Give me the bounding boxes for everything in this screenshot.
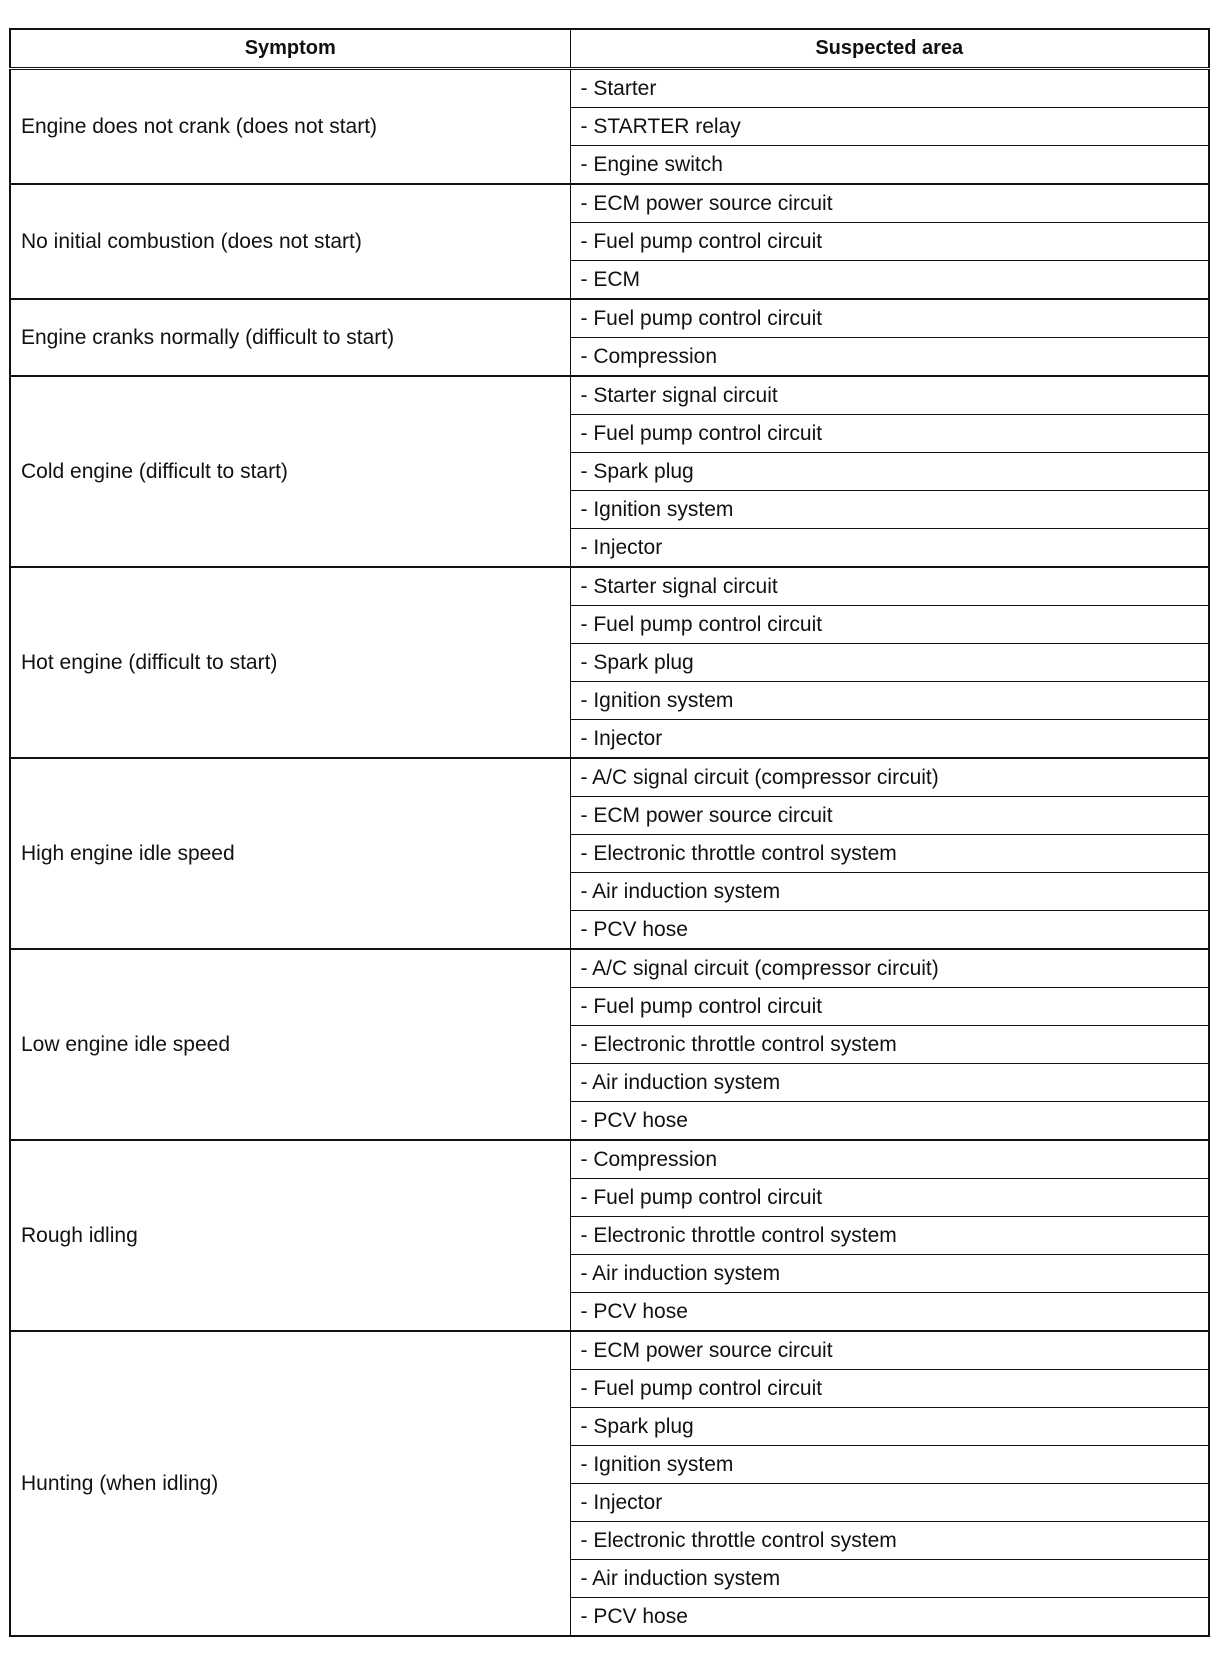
suspected-area-cell: - A/C signal circuit (compressor circuit) <box>570 949 1209 988</box>
symptom-cell: Cold engine (difficult to start) <box>10 376 570 567</box>
suspected-area-cell: - ECM power source circuit <box>570 797 1209 835</box>
suspected-area-cell: - ECM power source circuit <box>570 1331 1209 1370</box>
suspected-area-cell: - ECM power source circuit <box>570 184 1209 223</box>
header-symptom: Symptom <box>10 29 570 69</box>
table-row <box>10 184 1209 223</box>
suspected-area-cell: - A/C signal circuit (compressor circuit) <box>570 758 1209 797</box>
symptom-cell: Hot engine (difficult to start) <box>10 567 570 758</box>
suspected-area-cell: - Starter signal circuit <box>570 376 1209 415</box>
suspected-area-cell: - Compression <box>570 338 1209 377</box>
suspected-area-cell: - PCV hose <box>570 911 1209 950</box>
suspected-area-cell: - Injector <box>570 1484 1209 1522</box>
suspected-area-cell: - Starter signal circuit <box>570 567 1209 606</box>
suspected-area-cell: - Air induction system <box>570 1064 1209 1102</box>
suspected-area-cell: - Fuel pump control circuit <box>570 1179 1209 1217</box>
table-row <box>10 567 1209 606</box>
suspected-area-cell: - Fuel pump control circuit <box>570 606 1209 644</box>
table-row <box>10 69 1209 108</box>
header-suspected-area: Suspected area <box>570 29 1209 69</box>
suspected-area-cell: - ECM <box>570 261 1209 300</box>
table-body <box>10 69 1209 1637</box>
suspected-area-cell: - Fuel pump control circuit <box>570 415 1209 453</box>
suspected-area-cell: - Electronic throttle control system <box>570 1217 1209 1255</box>
suspected-area-cell: - STARTER relay <box>570 108 1209 146</box>
suspected-area-cell: - Fuel pump control circuit <box>570 299 1209 338</box>
suspected-area-cell: - Injector <box>570 720 1209 759</box>
suspected-area-cell: - Electronic throttle control system <box>570 1522 1209 1560</box>
symptom-cell: Low engine idle speed <box>10 949 570 1140</box>
symptom-cell: Rough idling <box>10 1140 570 1331</box>
suspected-area-cell: - Starter <box>570 69 1209 108</box>
symptom-cell: Hunting (when idling) <box>10 1331 570 1636</box>
suspected-area-cell: - Spark plug <box>570 644 1209 682</box>
suspected-area-cell: - PCV hose <box>570 1598 1209 1637</box>
suspected-area-cell: - Ignition system <box>570 682 1209 720</box>
symptom-cell: Engine cranks normally (difficult to start) <box>10 299 570 376</box>
symptom-cell: No initial combustion (does not start) <box>10 184 570 299</box>
table-row <box>10 758 1209 797</box>
suspected-area-cell: - Air induction system <box>570 873 1209 911</box>
suspected-area-cell: - Injector <box>570 529 1209 568</box>
table-header-row <box>10 29 1209 69</box>
suspected-area-cell: - Air induction system <box>570 1255 1209 1293</box>
suspected-area-cell: - Ignition system <box>570 491 1209 529</box>
suspected-area-cell: - Spark plug <box>570 1408 1209 1446</box>
suspected-area-cell: - PCV hose <box>570 1102 1209 1141</box>
suspected-area-cell: - Compression <box>570 1140 1209 1179</box>
suspected-area-cell: - Fuel pump control circuit <box>570 1370 1209 1408</box>
suspected-area-cell: - Ignition system <box>570 1446 1209 1484</box>
symptom-cell: High engine idle speed <box>10 758 570 949</box>
suspected-area-cell: - Air induction system <box>570 1560 1209 1598</box>
symptom-cell: Engine does not crank (does not start) <box>10 69 570 185</box>
table-row <box>10 1331 1209 1370</box>
suspected-area-cell: - PCV hose <box>570 1293 1209 1332</box>
table-row <box>10 299 1209 338</box>
table-row <box>10 949 1209 988</box>
symptom-table <box>9 28 1210 1637</box>
suspected-area-cell: - Fuel pump control circuit <box>570 223 1209 261</box>
suspected-area-cell: - Electronic throttle control system <box>570 835 1209 873</box>
suspected-area-cell: - Electronic throttle control system <box>570 1026 1209 1064</box>
table-row <box>10 1140 1209 1179</box>
suspected-area-cell: - Spark plug <box>570 453 1209 491</box>
suspected-area-cell: - Fuel pump control circuit <box>570 988 1209 1026</box>
suspected-area-cell: - Engine switch <box>570 146 1209 185</box>
symptom-table-container <box>9 28 1208 1637</box>
table-row <box>10 376 1209 415</box>
